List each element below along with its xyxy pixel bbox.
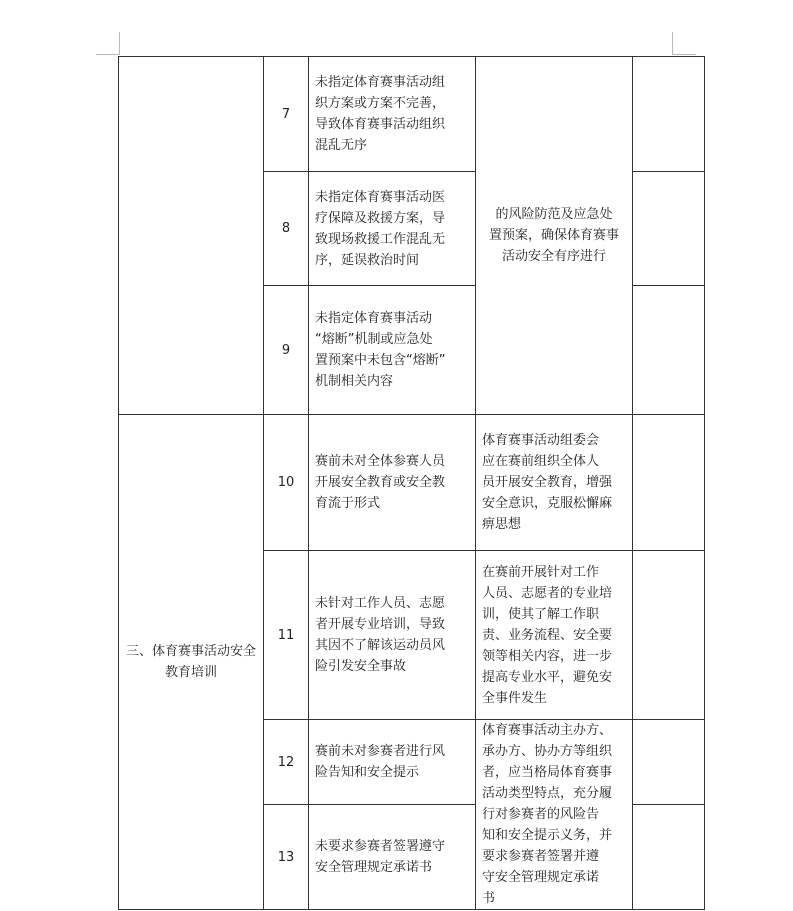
risk-description: 未指定体育赛事活动组 织方案或方案不完善， 导致体育赛事活动组织 混乱无序 bbox=[309, 57, 476, 172]
risk-description: 未指定体育赛事活动医 疗保障及救援方案，导 致现场救援工作混乱无 序，延误救治时间 bbox=[309, 172, 476, 286]
risk-description: 未指定体育赛事活动 “熔断”机制或应急处 置预案中未包含“熔断” 机制相关内容 bbox=[309, 286, 476, 415]
blank-cell bbox=[633, 172, 705, 286]
risk-description: 未针对工作人员、志愿 者开展专业培训，导致 其因不了解该运动员风 险引发安全事故 bbox=[309, 551, 476, 720]
measure-cell: 体育赛事活动主办方、 承办方、协办方等组织 者，应当格局体育赛事 活动类型特点，充分履 行对参赛者的风险告 知和安全提示义务，并 要求参赛者签署并遵 守安全管理规定承诺 书 bbox=[476, 720, 633, 910]
blank-cell bbox=[633, 286, 705, 415]
crop-mark-left-horizontal bbox=[96, 54, 120, 55]
category-cell: 三、体育赛事活动安全教育培训 bbox=[119, 415, 264, 910]
crop-mark-right-vertical bbox=[672, 32, 673, 55]
crop-mark-right-horizontal bbox=[672, 54, 696, 55]
blank-cell bbox=[633, 415, 705, 551]
item-number: 9 bbox=[264, 286, 309, 415]
item-number: 13 bbox=[264, 805, 309, 910]
risk-description: 赛前未对全体参赛人员 开展安全教育或安全教 育流于形式 bbox=[309, 415, 476, 551]
item-number: 12 bbox=[264, 720, 309, 805]
risk-table bbox=[118, 56, 705, 910]
item-number: 8 bbox=[264, 172, 309, 286]
table-row bbox=[119, 57, 705, 172]
measure-cell: 在赛前开展针对工作 人员、志愿者的专业培 训，使其了解工作职 责、业务流程、安全要 领等相关内容，进一步 提高专业水平，避免安 全事件发生 bbox=[476, 551, 633, 720]
item-number: 7 bbox=[264, 57, 309, 172]
item-number: 11 bbox=[264, 551, 309, 720]
blank-cell bbox=[633, 720, 705, 805]
risk-description: 赛前未对参赛者进行风 险告知和安全提示 bbox=[309, 720, 476, 805]
table-row bbox=[119, 415, 705, 551]
risk-description: 未要求参赛者签署遵守 安全管理规定承诺书 bbox=[309, 805, 476, 910]
blank-cell bbox=[633, 57, 705, 172]
measure-cell: 的风险防范及应急处 置预案，确保体育赛事 活动安全有序进行 bbox=[476, 57, 633, 415]
blank-cell bbox=[633, 551, 705, 720]
blank-cell bbox=[633, 805, 705, 910]
item-number: 10 bbox=[264, 415, 309, 551]
crop-mark-left-vertical bbox=[119, 32, 120, 55]
category-cell bbox=[119, 57, 264, 415]
measure-cell: 体育赛事活动组委会 应在赛前组织全体人 员开展安全教育，增强 安全意识，克服松懈麻 痹思想 bbox=[476, 415, 633, 551]
